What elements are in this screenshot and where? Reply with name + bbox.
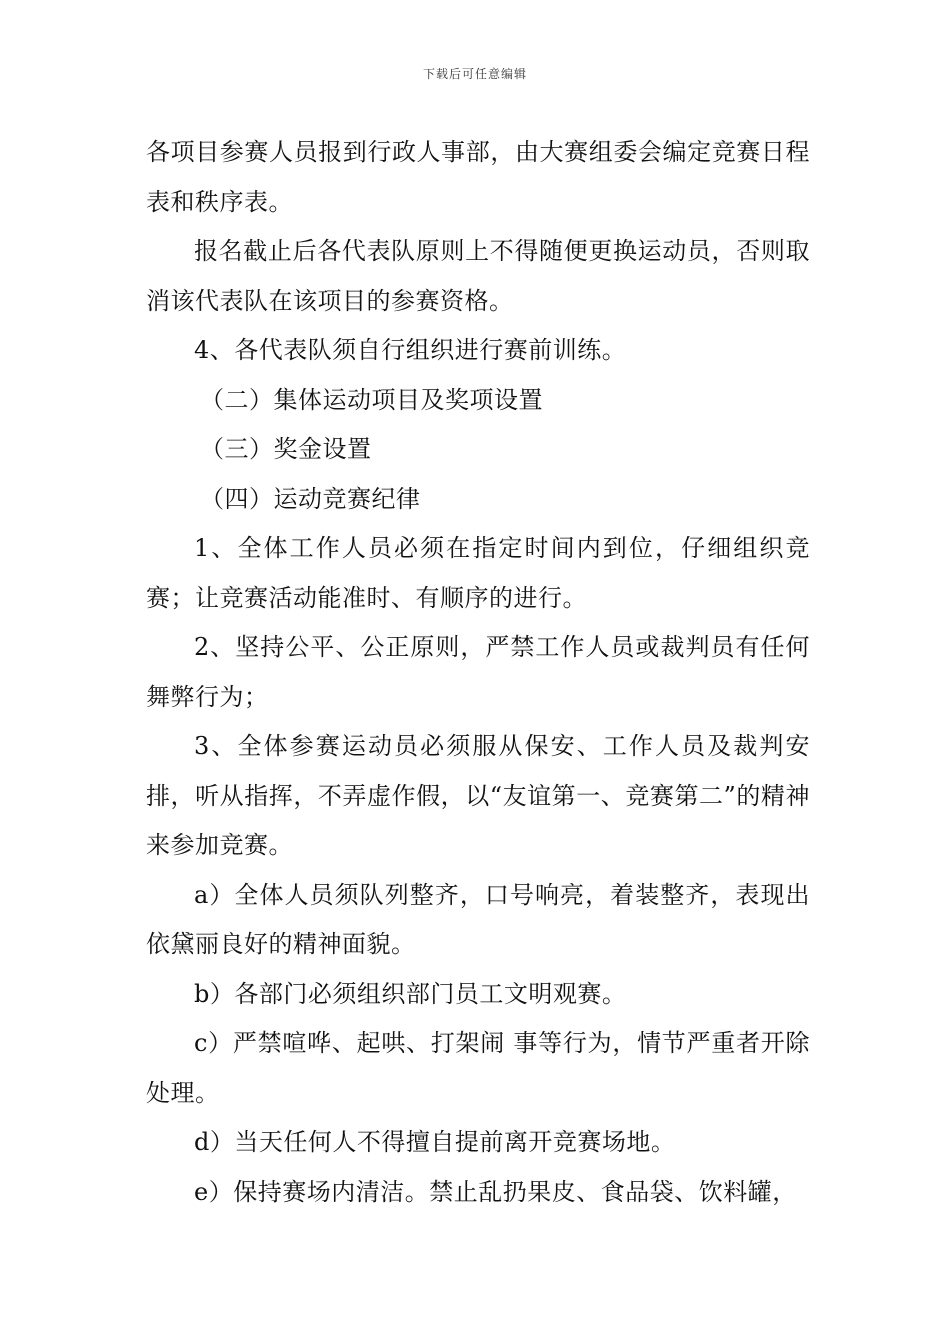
document-body: [146, 128, 810, 1217]
paragraph-rule-d: d）当天任何人不得擅自提前离开竞赛场地。: [194, 1128, 676, 1156]
paragraph-training: 4、各代表队须自行组织进行赛前训练。: [194, 336, 627, 364]
page-header-note: 下载后可任意编辑: [422, 67, 527, 81]
paragraph-rule-2: 2、坚持公平、公正原则，严禁工作人员或裁判员有任何舞弊行为；: [146, 633, 810, 711]
paragraph-rule-c: c）严禁喧哗、起哄、打架闹 事等行为，情节严重者开除处理。: [146, 1029, 810, 1107]
paragraph-rule-3: 3、全体参赛运动员必须服从保安、工作人员及裁判安排，听从指挥，不弄虚作假，以“友谊第一、竞赛第二”的精神来参加竞赛。: [146, 732, 810, 859]
paragraph-rule-a: a）全体人员须队列整齐，口号响亮，着装整齐，表现出依黛丽良好的精神面貌。: [146, 880, 810, 958]
section-heading-discipline: （四）运动竞赛纪律: [200, 484, 421, 513]
section-heading-prize-money: （三）奖金设置: [200, 435, 372, 463]
section-heading-group-events: （二）集体运动项目及奖项设置: [200, 385, 543, 414]
paragraph-registration: 各项目参赛人员报到行政人事部，由大赛组委会编定竞赛日程表和秩序表。: [146, 138, 810, 216]
paragraph-rule-e: e）保持赛场内清洁。禁止乱扔果皮、食品袋、饮料罐，: [194, 1177, 797, 1206]
paragraph-rule-1: 1、全体工作人员必须在指定时间内到位，仔细组织竞赛；让竞赛活动能准时、有顺序的进行。: [146, 534, 810, 612]
paragraph-rule-b: b）各部门必须组织部门员工文明观赛。: [194, 979, 627, 1008]
paragraph-deadline-rule: 报名截止后各代表队原则上不得随便更换运动员，否则取消该代表队在该项目的参赛资格。: [146, 237, 810, 315]
